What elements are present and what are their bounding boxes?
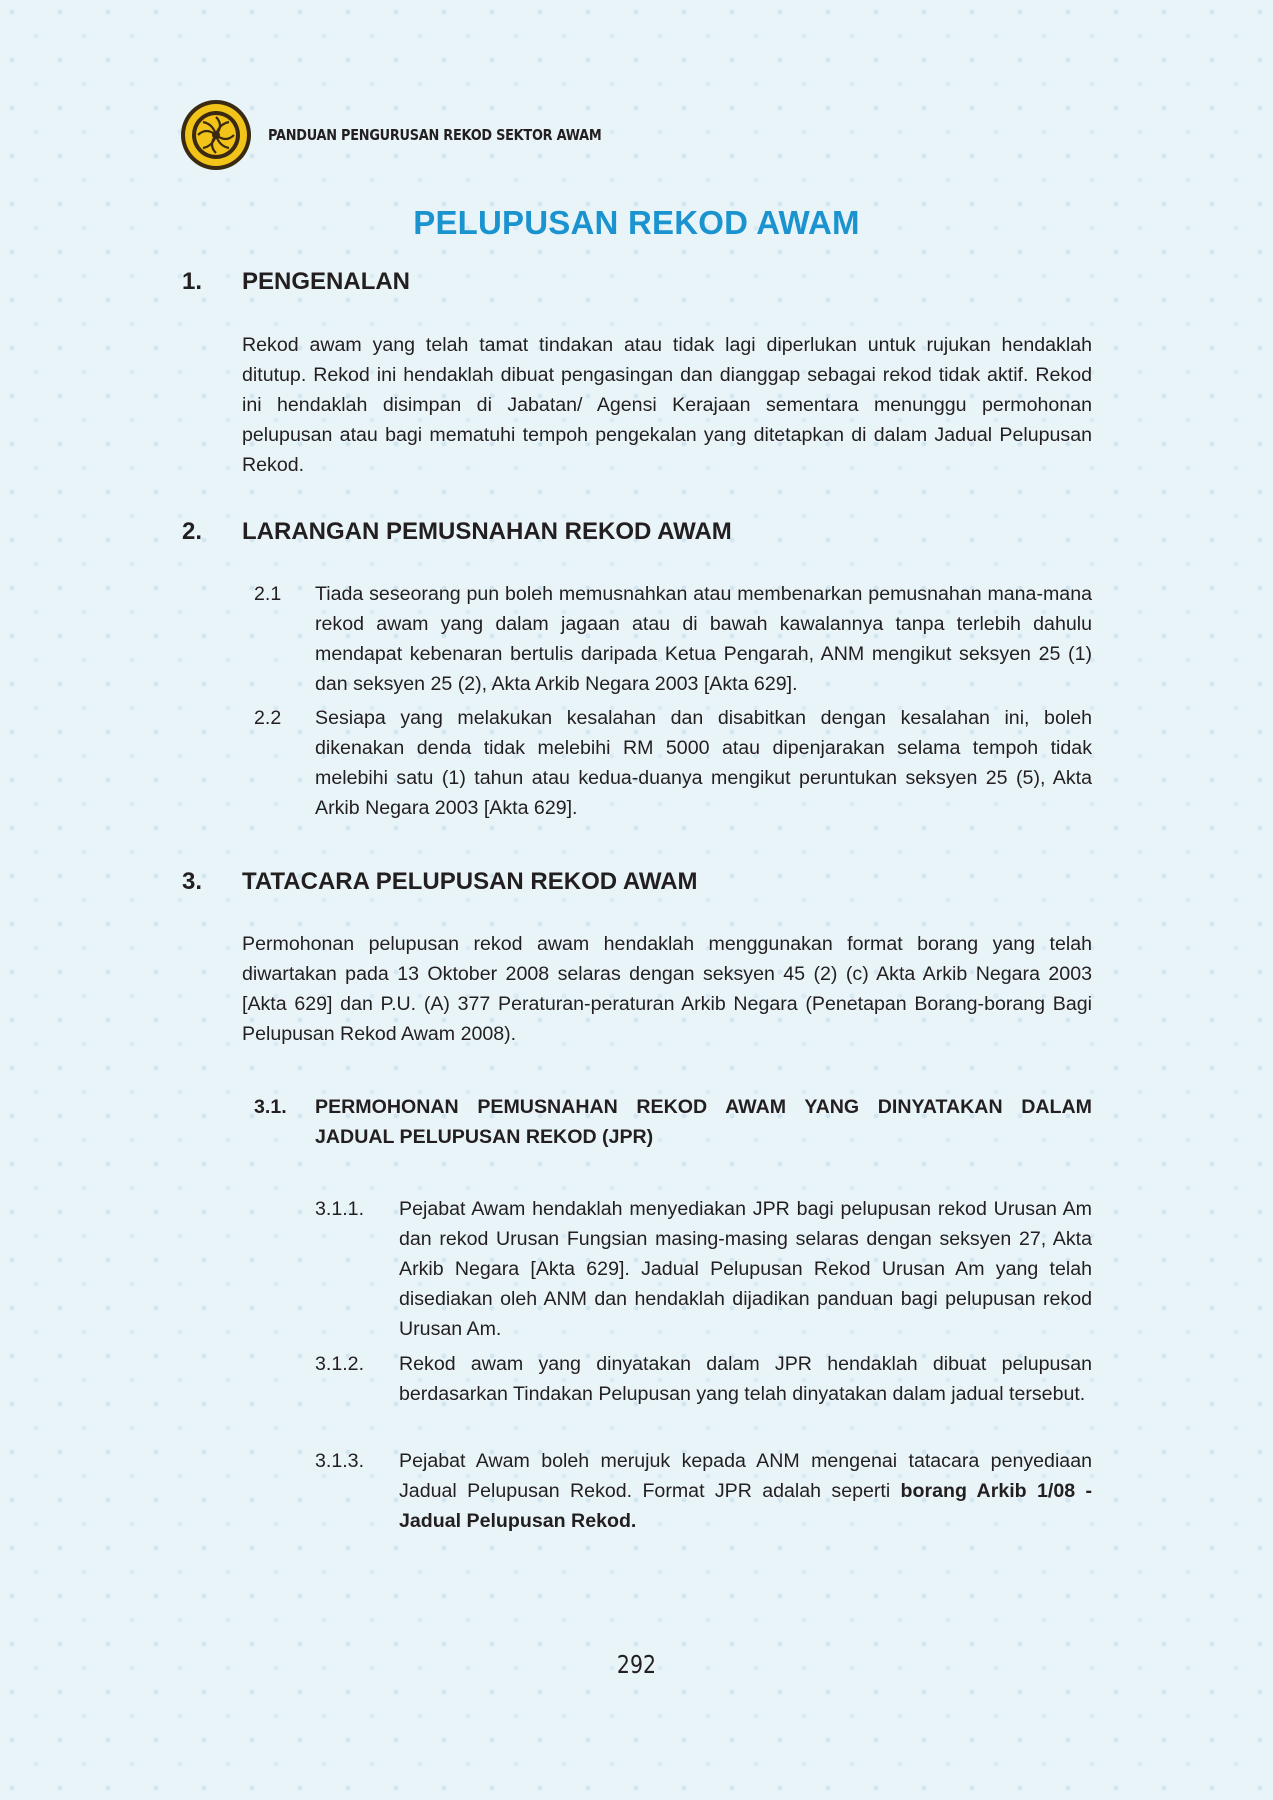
item-number: 3.1.1.	[315, 1198, 365, 1220]
item-text: Tiada seseorang pun boleh memusnahkan atau membenarkan pemusnahan mana-mana rekod awam yang dalam jagaan atau di bawah kawalannya tanpa terlebih dahulu mendapat kebenaran bertulis daripada Ketua Pengarah, ANM mengikut seksyen 25 (1) dan seksyen 25 (2), Akta Arkib Negara 2003 [Akta 629].	[315, 583, 1092, 695]
item-text	[399, 1446, 1092, 1536]
form-reference: borang Arkib 1/08 - Jadual Pelupusan Rekod.	[399, 1480, 1092, 1532]
page-number: 292	[616, 1650, 657, 1679]
section-number: 1.	[182, 268, 203, 295]
section-number: 2.	[182, 518, 203, 545]
list-item	[315, 1194, 1092, 1344]
page-title: PELUPUSAN REKOD AWAM	[413, 204, 860, 241]
section-paragraph-tatacara: Permohonan pelupusan rekod awam hendaklah menggunakan format borang yang telah diwartakan pada 13 Oktober 2008 selaras dengan seksyen 45 (2) (c) Akta Arkib Negara 2003 [Akta 629] dan P.U. (A) 377 Peraturan-peraturan Arkib Negara (Penetapan Borang-borang Bagi Pelupusan Rekod Awam 2008).	[242, 933, 1092, 1045]
document-header	[180, 99, 656, 171]
item-number: 2.1	[254, 583, 282, 605]
header-title: PANDUAN PENGURUSAN REKOD SEKTOR AWAM	[268, 126, 602, 144]
section-heading-larangan	[182, 518, 732, 546]
section-heading-pengenalan	[182, 268, 410, 296]
section-paragraph-pengenalan: Rekod awam yang telah tamat tindakan atau tidak lagi diperlukan untuk rujukan hendaklah ditutup. Rekod ini hendaklah dibuat pengasingan dan dianggap sebagai rekod tidak aktif. Rekod ini hendaklah disimpan di Jabatan/ Agensi Kerajaan sementara menunggu permohonan pelupusan atau bagi mematuhi tempoh pengekalan yang ditetapkan di dalam Jadual Pelupusan Rekod.	[242, 334, 1092, 476]
section-title: PENGENALAN	[242, 268, 411, 295]
section-number: 3.	[182, 868, 203, 895]
item-text: Sesiapa yang melakukan kesalahan dan disabitkan dengan kesalahan ini, boleh dikenakan denda tidak melebihi RM 5000 atau dipenjarakan selama tempoh tidak melebihi satu (1) tahun atau kedua-duanya mengikut peruntukan seksyen 25 (5), Akta Arkib Negara 2003 [Akta 629].	[315, 707, 1092, 819]
list-item	[315, 1446, 1092, 1536]
arkib-negara-emblem-icon	[180, 99, 252, 171]
section-title: TATACARA PELUPUSAN REKOD AWAM	[242, 868, 698, 895]
item-text: Rekod awam yang dinyatakan dalam JPR hendaklah dibuat pelupusan berdasarkan Tindakan Pelupusan yang telah dinyatakan dalam jadual tersebut.	[399, 1353, 1092, 1405]
list-item	[254, 703, 1092, 823]
list-item	[254, 579, 1092, 699]
item-text-regular: Pejabat Awam boleh merujuk kepada ANM mengenai tatacara penyediaan Jadual Pelupusan Rekod. Format JPR adalah seperti	[399, 1450, 1092, 1502]
item-number: 3.1.3.	[315, 1450, 365, 1472]
subsection-title: PERMOHONAN PEMUSNAHAN REKOD AWAM YANG DINYATAKAN DALAM JADUAL PELUPUSAN REKOD (JPR)	[315, 1096, 1092, 1148]
item-number: 2.2	[254, 707, 282, 729]
subsection-number: 3.1.	[254, 1096, 287, 1118]
subsection-heading	[254, 1092, 1092, 1152]
section-heading-tatacara	[182, 868, 698, 896]
item-text: Pejabat Awam hendaklah menyediakan JPR bagi pelupusan rekod Urusan Am dan rekod Urusan Fungsian masing-masing selaras dengan seksyen 27, Akta Arkib Negara [Akta 629]. Jadual Pelupusan Rekod Urusan Am yang telah disediakan oleh ANM dan hendaklah dijadikan panduan bagi pelupusan rekod Urusan Am.	[399, 1198, 1092, 1340]
list-item	[315, 1349, 1092, 1409]
section-title: LARANGAN PEMUSNAHAN REKOD AWAM	[242, 518, 732, 545]
item-number: 3.1.2.	[315, 1353, 365, 1375]
